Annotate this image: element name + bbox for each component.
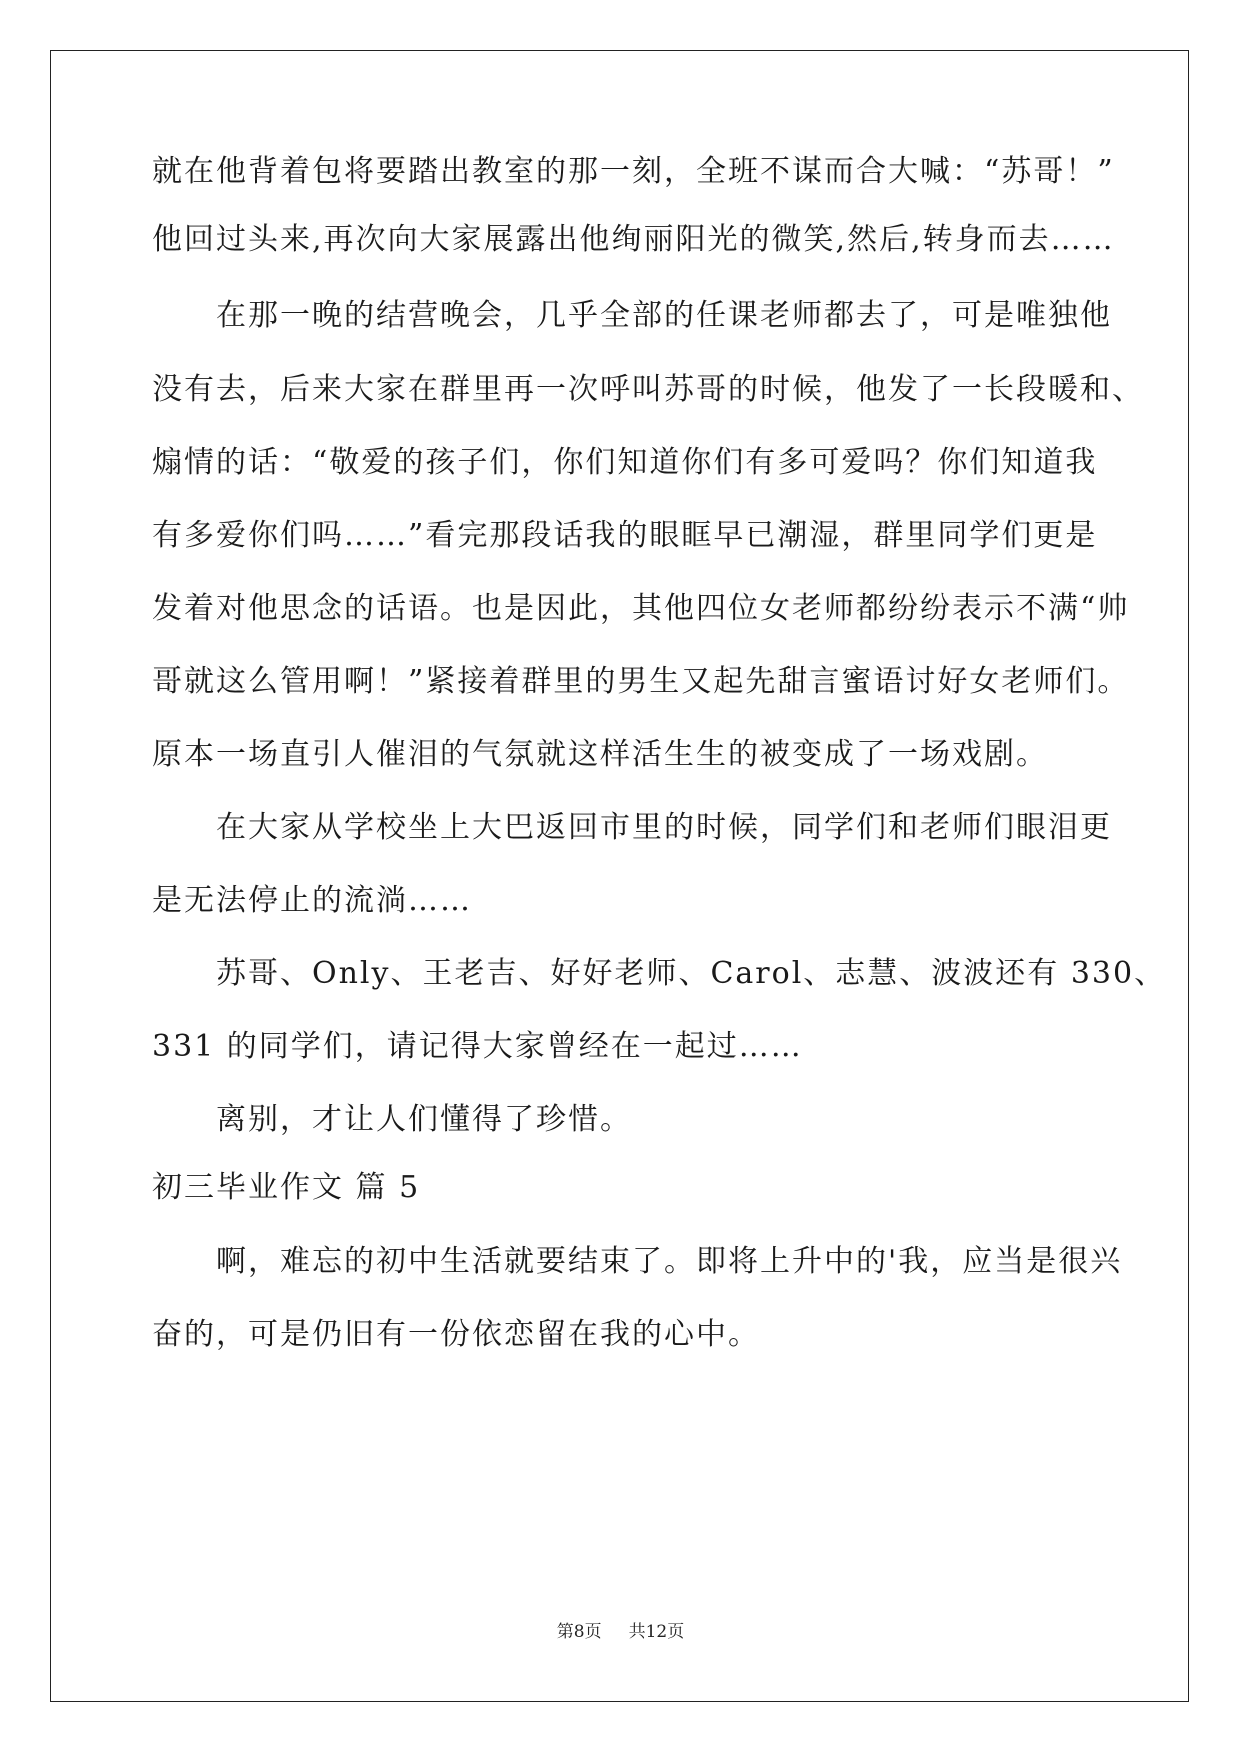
text-line: 哥就这么管用啊！”紧接着群里的男生又起先甜言蜜语讨好女老师们。 bbox=[152, 664, 1130, 699]
text-line: 啊，难忘的初中生活就要结束了。即将上升中的'我，应当是很兴 bbox=[216, 1244, 1123, 1279]
text-line: 离别，才让人们懂得了珍惜。 bbox=[216, 1102, 632, 1137]
text-line: 奋的，可是仍旧有一份依恋留在我的心中。 bbox=[152, 1317, 760, 1352]
text-line: 苏哥、Only、王老吉、好好老师、Carol、志慧、波波还有 330、 bbox=[216, 956, 1167, 991]
text-line: 331 的同学们，请记得大家曾经在一起过…… bbox=[152, 1029, 803, 1064]
section-heading: 初三毕业作文 篇 5 bbox=[152, 1170, 421, 1205]
text-line: 在大家从学校坐上大巴返回市里的时候，同学们和老师们眼泪更 bbox=[216, 810, 1112, 845]
text-line: 发着对他思念的话语。也是因此，其他四位女老师都纷纷表示不满“帅 bbox=[152, 591, 1130, 626]
text-line: 就在他背着包将要踏出教室的那一刻，全班不谋而合大喊：“苏哥！” bbox=[152, 154, 1115, 189]
text-line: 他回过头来,再次向大家展露出他绚丽阳光的微笑,然后,转身而去…… bbox=[152, 222, 1115, 257]
text-line: 没有去，后来大家在群里再一次呼叫苏哥的时候，他发了一长段暖和、 bbox=[152, 372, 1144, 407]
text-line: 煽情的话：“敬爱的孩子们，你们知道你们有多可爱吗？你们知道我 bbox=[152, 445, 1098, 480]
page-footer bbox=[0, 1617, 1241, 1642]
page-total: 共12页 bbox=[628, 1622, 685, 1642]
text-line: 有多爱你们吗……”看完那段话我的眼眶早已潮湿，群里同学们更是 bbox=[152, 518, 1098, 553]
text-line: 在那一晚的结营晚会，几乎全部的任课老师都去了，可是唯独他 bbox=[216, 298, 1112, 333]
page-number: 第8页 bbox=[556, 1622, 602, 1642]
text-line: 原本一场直引人催泪的气氛就这样活生生的被变成了一场戏剧。 bbox=[152, 737, 1048, 772]
text-line: 是无法停止的流淌…… bbox=[152, 883, 472, 918]
